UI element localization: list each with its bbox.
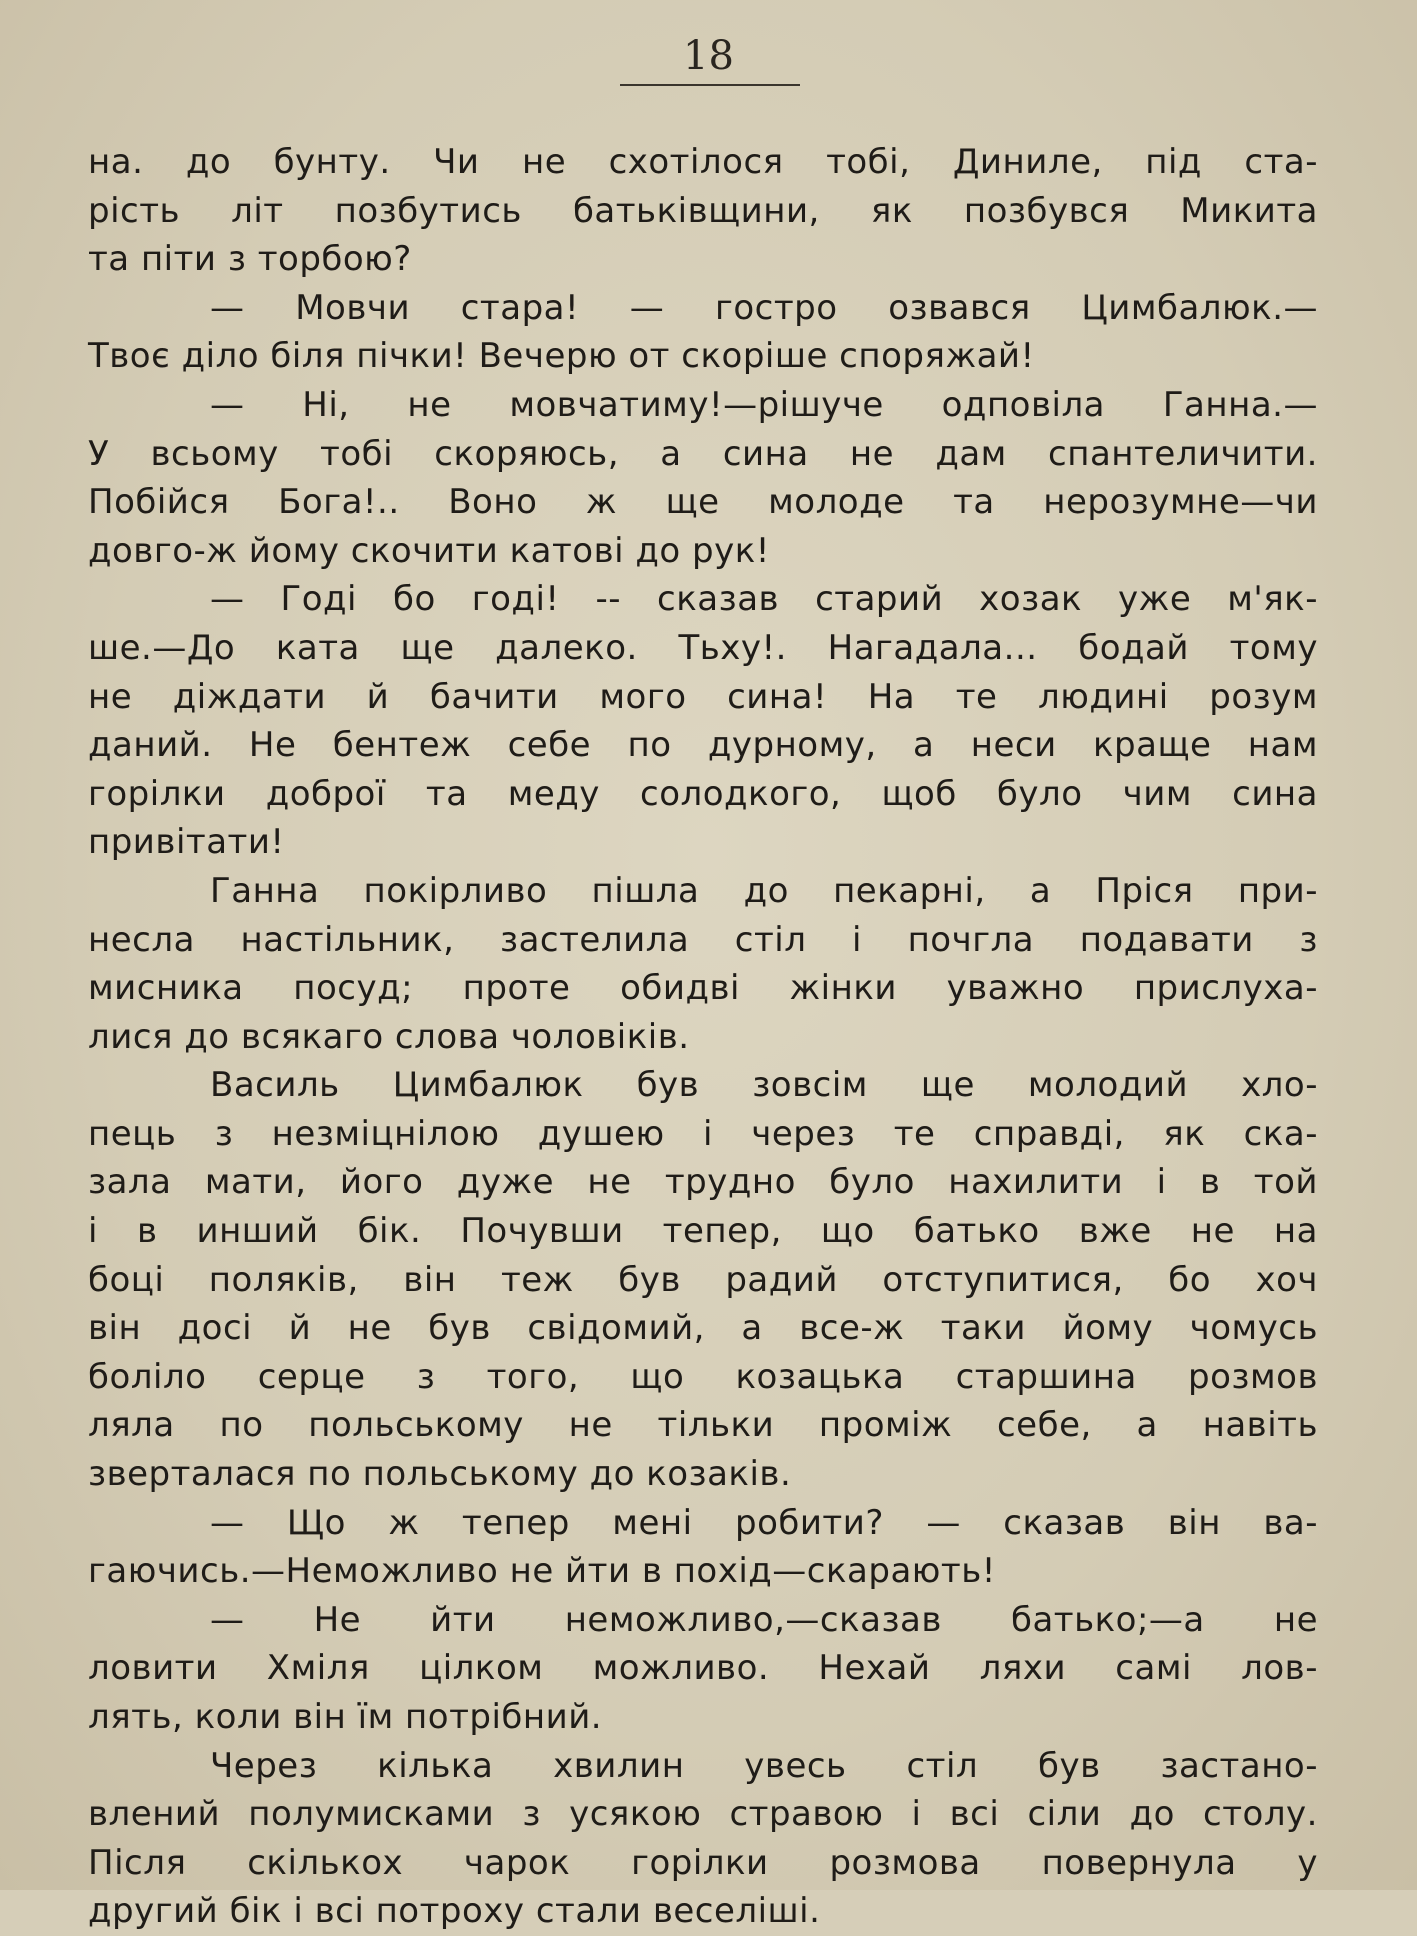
text-line: зверталася по польському до козаків. xyxy=(88,1454,792,1495)
text-line: рість літ позбутись батьківщини, як позбувся Микита xyxy=(88,190,1318,231)
page-number-rule xyxy=(620,84,800,86)
text-line: Через кілька хвилин увесь стіл був застано- xyxy=(210,1745,1318,1786)
text-line: на. до бунту. Чи не схотілося тобі, Диниле, під ста- xyxy=(88,142,1318,182)
text-line: гаючись.—Неможливо не йти в похід—скарають! xyxy=(88,1551,996,1592)
text-line: боці поляків, він теж був радий отступитися, бо хоч xyxy=(88,1259,1318,1300)
text-line: горілки доброї та меду солодкого, щоб було чим сина xyxy=(88,773,1318,814)
text-line: несла настільник, застелила стіл і почгла подавати з xyxy=(88,919,1318,960)
text-line: довго-ж йому скочити катові до рук! xyxy=(88,530,770,571)
page-number: 18 xyxy=(683,33,734,79)
text-line: привітати! xyxy=(88,822,285,863)
text-line: боліло серце з того, що козацька старшина розмов xyxy=(88,1356,1318,1397)
text-body xyxy=(88,138,1318,1936)
text-line: Ганна покірливо пішла до пекарні, а Пріся при- xyxy=(210,870,1318,911)
text-line: Василь Цимбалюк був зовсім ще молодий хло- xyxy=(210,1065,1318,1106)
text-line: — Що ж тепер мені робити? — сказав він ва- xyxy=(210,1502,1318,1543)
text-line: — Мовчи стара! — гостро озвався Цимбалюк.— xyxy=(210,287,1318,328)
text-line: Твоє діло біля пічки! Вечерю от скоріше споряжай! xyxy=(88,336,1035,377)
text-line: Після скількох чарок горілки розмова повернула у xyxy=(88,1842,1318,1883)
text-line: зала мати, його дуже не трудно було нахилити і в той xyxy=(88,1162,1318,1203)
text-line: і в инший бік. Почувши тепер, що батько вже не на xyxy=(88,1211,1318,1252)
text-line: мисника посуд; проте обидві жінки уважно прислуха- xyxy=(88,968,1318,1009)
text-line: ловити Хміля цілком можливо. Нехай ляхи самі лов- xyxy=(88,1648,1318,1689)
text-line: лися до всякаго слова чоловіків. xyxy=(88,1016,690,1057)
text-line: Побійся Бога!.. Воно ж ще молоде та нерозумне—чи xyxy=(88,482,1318,523)
text-line: — Ні, не мовчатиму!—рішуче одповіла Ганна.— xyxy=(210,384,1318,425)
text-line: лять, коли він їм потрібний. xyxy=(88,1697,603,1737)
text-line: даний. Не бентеж себе по дурному, а неси краще нам xyxy=(88,725,1318,766)
text-line: У всьому тобі скоряюсь, а сина не дам спантеличити. xyxy=(88,433,1318,474)
text-line: влений полумисками з усякою стравою і всі сіли до столу. xyxy=(88,1794,1318,1835)
text-line: — Годі бо годі! -- сказав старий хозак уже м'як- xyxy=(210,579,1318,620)
text-line: ляла по польському не тільки проміж себе, а навіть xyxy=(88,1405,1318,1446)
text-line: не діждати й бачити мого сина! На те людині розум xyxy=(88,676,1318,717)
text-line: та піти з торбою? xyxy=(88,239,412,280)
text-line: пець з незміцнілою душею і через те справді, як ска- xyxy=(88,1113,1318,1154)
text-line: він досі й не був свідомий, а все-ж таки йому чомусь xyxy=(88,1308,1318,1349)
text-line: другий бік і всі потроху стали веселіші. xyxy=(88,1891,821,1932)
text-line: ше.—До ката ще далеко. Тьху!. Нагадала... бодай тому xyxy=(88,627,1318,668)
text-line: — Не йти неможливо,—сказав батько;—а не xyxy=(210,1599,1318,1640)
